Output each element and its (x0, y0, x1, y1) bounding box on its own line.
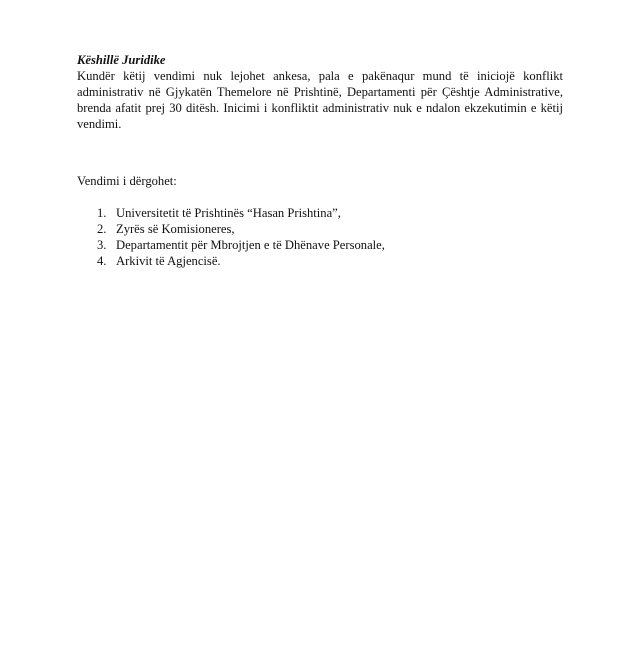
list-item-text: Arkivit të Agjencisë. (116, 254, 221, 268)
list-item-text: Universitetit të Prishtinës “Hasan Prishtina”, (116, 206, 341, 220)
list-item-number: 3. (97, 238, 107, 252)
list-item (77, 237, 385, 253)
list-item-number: 1. (97, 206, 107, 220)
document-page (77, 52, 563, 268)
legal-advice-heading: Këshillë Juridike (77, 53, 166, 67)
recipients-list (77, 205, 385, 269)
list-item-number: 4. (97, 254, 107, 268)
list-item (77, 205, 385, 221)
list-item-number: 2. (97, 222, 107, 236)
list-item (77, 221, 385, 237)
list-item-text: Departamentit për Mbrojtjen e të Dhënave Personale, (116, 238, 385, 252)
list-item (77, 253, 385, 269)
list-item-text: Zyrës së Komisioneres, (116, 222, 235, 236)
legal-advice-paragraph: Kundër këtij vendimi nuk lejohet ankesa, pala e pakënaqur mund të iniciojë konflikt administrativ në Gjykatën Themelore në Prishtinë, Departamenti për Çështje Administrative, brenda afatit prej 30 ditësh. Inicimi i konfliktit administrativ nuk e ndalon ekzekutimin e këtij vendimi. (77, 69, 563, 131)
sent-to-label: Vendimi i dërgohet: (77, 174, 177, 188)
